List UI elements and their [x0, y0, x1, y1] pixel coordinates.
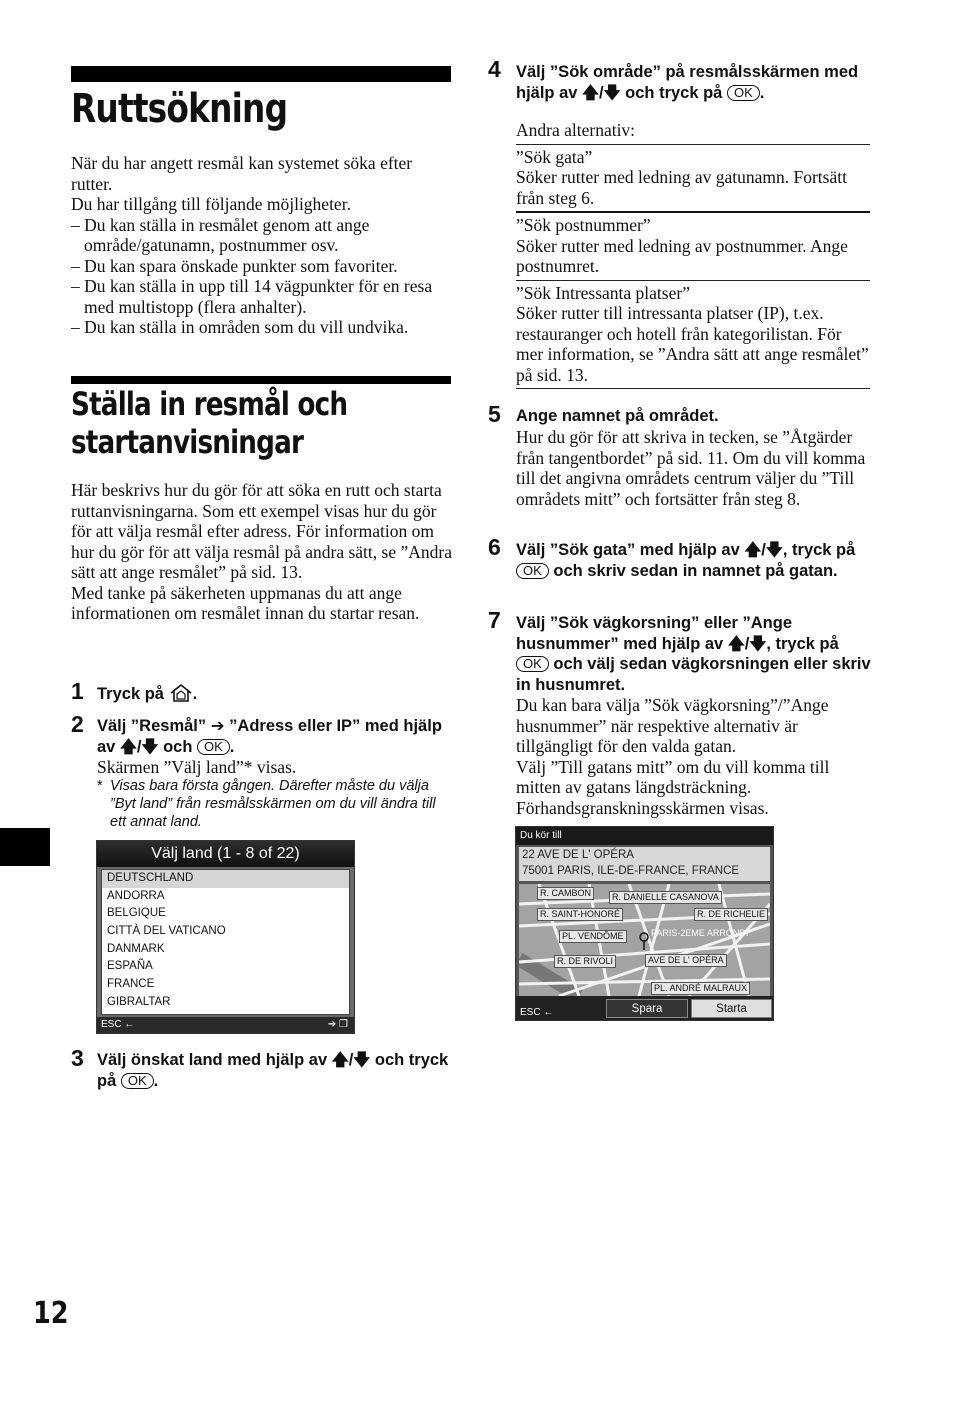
country-item[interactable]: ESPAÑA	[107, 960, 153, 973]
alternatives-table	[516, 120, 870, 389]
up-down-arrows-icon: 🡅/🡇	[119, 737, 159, 756]
country-item[interactable]: DANMARK	[107, 942, 165, 955]
street-label: R. DE RIVOLI	[554, 955, 616, 968]
bullet-item: – Du kan spara önskade punkter som favoriter.	[71, 255, 398, 276]
step-text: Välj önskat land med hjälp av	[97, 1051, 328, 1069]
start-button[interactable]: Starta	[691, 999, 772, 1018]
step-text: och tryck på	[625, 83, 723, 102]
up-down-arrows-icon: 🡅/🡇	[331, 1051, 371, 1069]
home-icon	[169, 684, 193, 702]
intro-text	[71, 153, 456, 338]
step-number: 7	[488, 607, 501, 633]
alt-desc: Söker rutter med ledning av postnummer. Ange postnumret.	[516, 235, 848, 276]
step-5-text: Ange namnet på området.	[516, 407, 719, 425]
step-text: och välj sedan vägkorsningen eller skriv in husnumret.	[516, 655, 871, 694]
esc-label: ESC	[520, 1007, 541, 1018]
ok-button-icon: OK	[121, 1073, 154, 1089]
step-2-sub: Skärmen ”Välj land”* visas.	[97, 757, 297, 777]
step-text: Tryck på	[97, 685, 164, 703]
step-text: Välj ”Sök gata” med hjälp av	[516, 541, 740, 559]
page-icon: ❐	[339, 1019, 348, 1030]
footnote-mark: *	[97, 778, 103, 794]
ok-button-icon: OK	[197, 739, 230, 755]
alt-title: ”Sök gata”	[516, 146, 593, 167]
bullet-item: – Du kan ställa in resmålet genom att ange område/gatunamn, postnummer osv.	[71, 214, 370, 255]
route-preview-screen	[515, 826, 774, 1021]
address-line: 22 AVE DE L' OPÉRA	[522, 849, 634, 861]
step-number: 2	[71, 711, 84, 737]
country-item[interactable]: FRANCE	[107, 978, 155, 991]
save-button[interactable]: Spara	[606, 999, 688, 1018]
alt-title: ”Sök postnummer”	[516, 215, 651, 235]
alt-title: ”Sök Intressanta platser”	[516, 282, 690, 303]
step-1-text: Tryck på .	[97, 685, 198, 703]
alt-desc: Söker rutter till intressanta platser (IP), t.ex. restauranger och hotell från kategorilistan. För mer information, se ”Andra sätt att ange resmålet” på sid. 13.	[516, 303, 869, 385]
screen-title: Välj land (1 - 8 of 22)	[97, 841, 354, 867]
step-5-body: Hur du gör för att skriva in tecken, se ”Åtgärder från tangentbordet” på sid. 11. Om du vill komma till det angivna områdets centrum väljer du ”Till områdets mitt” och fortsätter från steg 8.	[516, 427, 866, 509]
street-label: PL. ANDRÉ MALRAUX	[651, 982, 750, 995]
footnote-text: Visas bara första gången. Därefter måste du välja ”Byt land” från resmålsskärmen om du vill ändra till ett annat land.	[110, 778, 436, 830]
esc-button[interactable]	[520, 1007, 553, 1018]
intro-paragraph: När du har angett resmål kan systemet söka efter rutter.	[71, 153, 413, 194]
map-view[interactable]	[519, 884, 770, 996]
next-arrow-icon: ➔	[327, 1019, 337, 1030]
section-title-ruttsokning: Ruttsökning	[71, 86, 288, 132]
step-text: och skriv sedan in namnet på gatan.	[553, 561, 838, 580]
street-label: R. DANIELLE CASANOVA	[609, 891, 722, 904]
step-2-text: Välj ”Resmål” ➔ ”Adress eller IP” med hjälp av 🡅/🡇 och OK .	[97, 717, 442, 756]
step-number: 1	[71, 678, 84, 704]
intro-paragraph: Du har tillgång till följande möjligheter.	[71, 194, 351, 214]
country-list	[101, 869, 350, 1015]
step-number: 3	[71, 1045, 84, 1071]
esc-label: ESC	[101, 1019, 122, 1030]
step-6-text: Välj ”Sök gata” med hjälp av 🡅/🡇, tryck på OK och skriv sedan in namnet på gatan.	[516, 541, 856, 580]
step-text: och tryck på	[97, 1051, 449, 1090]
section-bar	[71, 376, 451, 384]
step-text: tryck på	[775, 634, 839, 653]
step-text: Välj ”Resmål”	[97, 717, 207, 735]
step-text: Välj ”Sök område” på resmålsskärmen med hjälp av	[516, 63, 859, 102]
step-7-text: Välj ”Sök vägkorsning” eller ”Ange husnummer” med hjälp av 🡅/🡇, tryck på OK och välj sedan vägkorsningen eller skriv in husnumret.	[516, 614, 871, 694]
country-item[interactable]: DEUTSCHLAND	[102, 870, 349, 888]
bullet-item: – Du kan ställa in upp till 14 vägpunkter för en resa med multistopp (flera anhalter).	[71, 276, 433, 317]
table-row	[516, 211, 870, 280]
screen-footer	[516, 996, 773, 1020]
screen-title: Du kör till	[516, 827, 773, 845]
ok-button-icon: OK	[727, 85, 760, 101]
street-label: AVE DE L' OPÉRA	[645, 954, 727, 967]
section-title-resmal	[71, 385, 347, 461]
country-item[interactable]: CITTÀ DEL VATICANO	[107, 925, 226, 938]
district-label: PARIS-2EME ARRONDI	[651, 928, 749, 938]
table-header: Andra alternativ:	[516, 120, 636, 140]
back-arrow-icon: ←	[543, 1007, 554, 1018]
destination-address	[519, 847, 770, 881]
step-number: 5	[488, 401, 501, 427]
bullet-item: – Du kan ställa in områden som du vill undvika.	[71, 317, 409, 337]
up-down-arrows-icon: 🡅/🡇	[727, 634, 767, 653]
address-line: 75001 PARIS, ILE-DE-FRANCE, FRANCE	[522, 865, 740, 877]
ok-button-icon: OK	[516, 563, 549, 579]
street-label: R. DE RICHELIE	[694, 908, 768, 921]
step-text: tryck på	[792, 541, 856, 559]
back-arrow-icon: ←	[124, 1019, 135, 1030]
paragraph: Med tanke på säkerheten uppmanas du att ange informationen om resmålet innan du startar resan.	[71, 582, 420, 623]
step-7-body	[516, 695, 872, 818]
up-down-arrows-icon: 🡅/🡇	[744, 541, 783, 559]
title-line: Ställa in resmål och	[71, 385, 348, 423]
step-number: 6	[488, 534, 501, 560]
table-row	[516, 280, 870, 390]
table-row	[516, 144, 870, 212]
step-3-text: Välj önskat land med hjälp av 🡅/🡇 och tryck på OK .	[97, 1051, 449, 1090]
alt-desc: Söker rutter med ledning av gatunamn. Fortsätt från steg 6.	[516, 167, 847, 208]
street-label: R. SAINT-HONORÉ	[537, 908, 623, 921]
country-item[interactable]: BELGIQUE	[107, 907, 166, 920]
next-page-button[interactable]	[328, 1017, 348, 1033]
country-item[interactable]: GIBRALTAR	[107, 995, 171, 1008]
step-4-text: Välj ”Sök område” på resmålsskärmen med hjälp av 🡅/🡇 och tryck på OK .	[516, 63, 859, 102]
title-line: startanvisningar	[71, 423, 304, 461]
section2-body	[71, 480, 453, 624]
step-text: och	[163, 737, 193, 756]
esc-button[interactable]	[101, 1017, 134, 1033]
section-bar	[71, 66, 451, 82]
step-text: ”Adress eller IP” med hjälp av	[97, 717, 442, 756]
street-label: PL. VENDÔME	[559, 930, 627, 943]
street-label: R. CAMBON	[537, 887, 594, 900]
ok-button-icon: OK	[516, 656, 549, 672]
step-number: 4	[488, 56, 501, 82]
paragraph: Här beskrivs hur du gör för att söka en rutt och starta ruttanvisningarna. Som ett exempel visas hur du gör för att välja resmål efter adress. För information om hur du gör för att välja resmål på andra sätt, se ”Andra sätt att ange resmålet” på sid. 13.	[71, 480, 452, 582]
arrow-right-icon: ➔	[210, 717, 225, 735]
page-number: 12	[33, 1296, 69, 1331]
step-text: Välj ”Sök vägkorsning” eller ”Ange husnummer” med hjälp av	[516, 614, 792, 653]
paragraph: Välj ”Till gatans mitt” om du vill komma till mitten av gatans längdsträckning. Förhandsgranskningsskärmen visas.	[516, 756, 830, 818]
paragraph: Du kan bara välja ”Sök vägkorsning”/”Ange husnummer” när respektive alternativ är tillgängligt för den valda gatan.	[516, 695, 829, 756]
screen-footer	[97, 1017, 354, 1033]
select-country-screen	[96, 840, 355, 1034]
chapter-tab	[0, 828, 50, 866]
up-down-arrows-icon: 🡅/🡇	[582, 83, 621, 102]
country-item[interactable]: ANDORRA	[107, 889, 165, 902]
